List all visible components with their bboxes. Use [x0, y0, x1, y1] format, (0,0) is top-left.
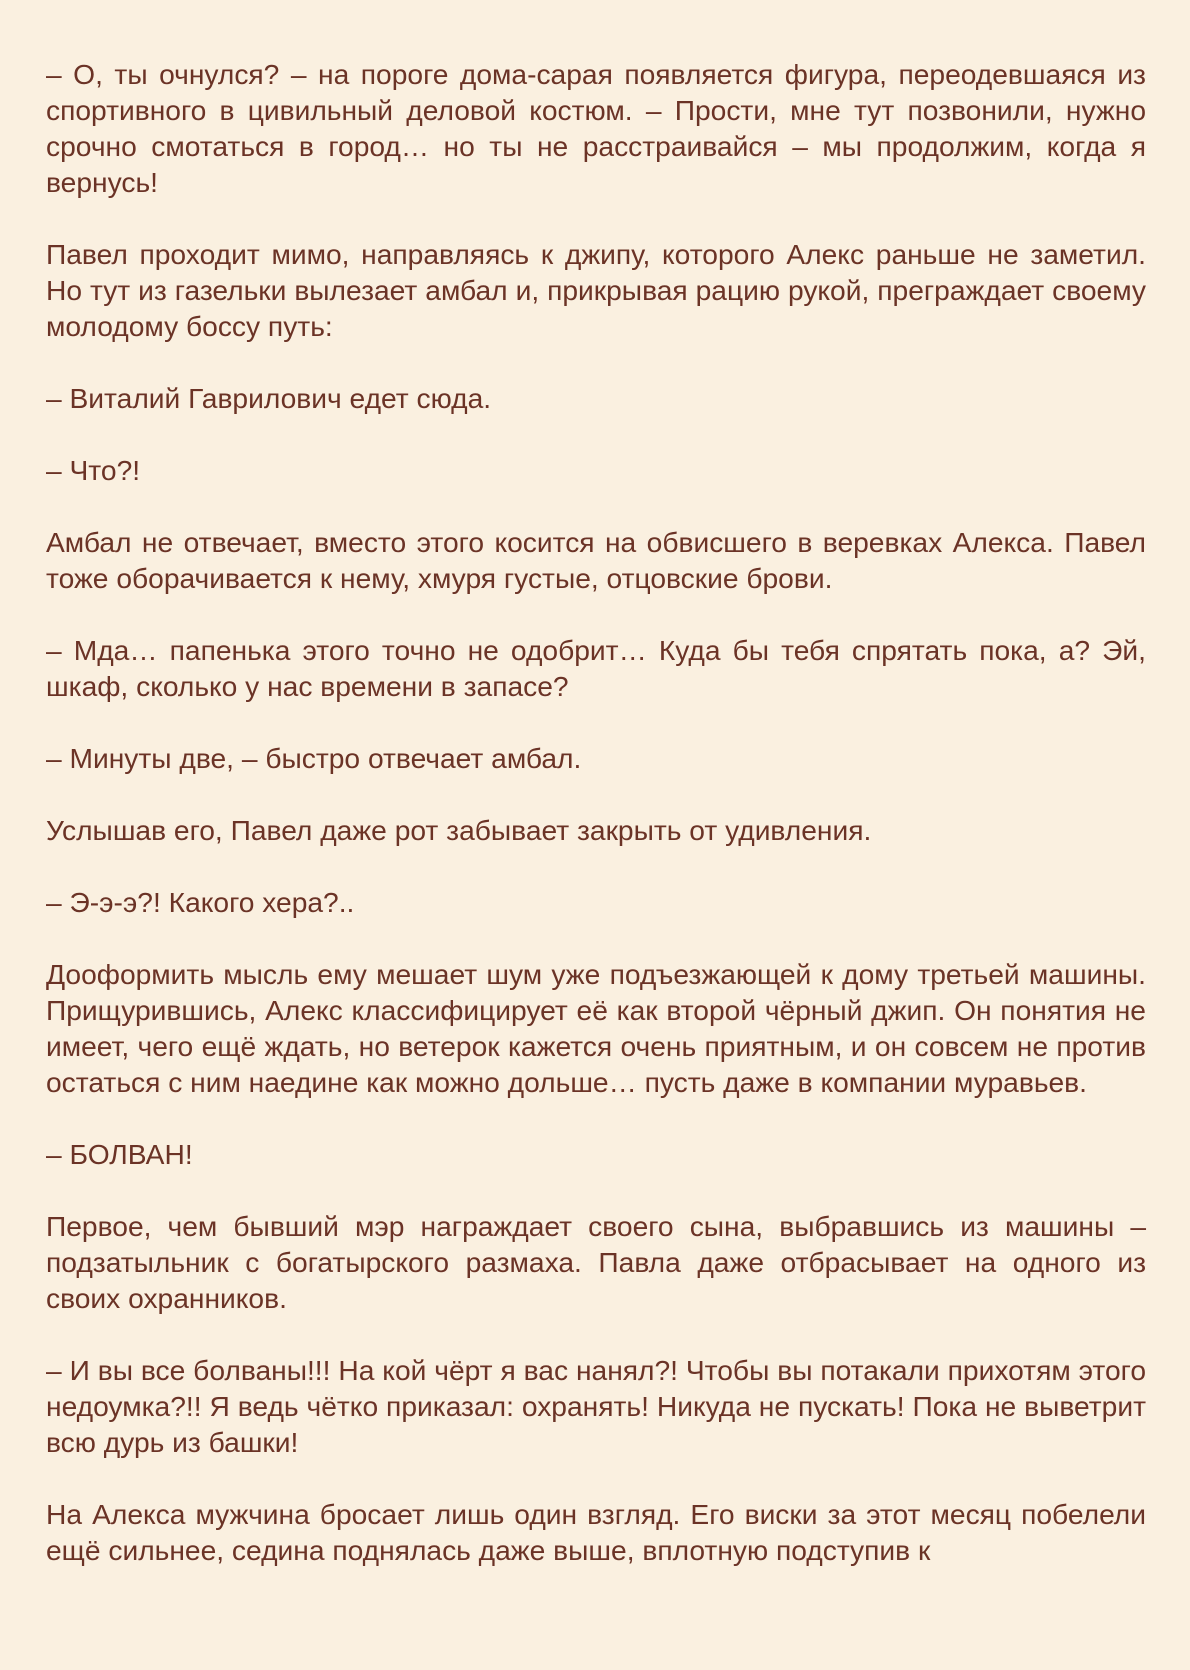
paragraph-3: – Виталий Гаврилович едет сюда.: [46, 382, 492, 414]
paragraph-4: – Что?!: [46, 454, 141, 486]
paragraph-9: – Э-э-э?! Какого хера?..: [46, 886, 355, 918]
paragraph-2: Павел проходит мимо, направляясь к джипу, которого Алекс раньше не заметил. Но тут из газельки вылезает амбал и, прикрывая рацию рукой, преграждает своему молодому боссу путь:: [46, 238, 1146, 342]
paragraph-7: – Минуты две, – быстро отвечает амбал.: [46, 742, 582, 774]
paragraph-1: – О, ты очнулся? – на пороге дома-сарая появляется фигура, переодевшаяся из спортивного в цивильный деловой костюм. – Прости, мне тут позвонили, нужно срочно смотаться в город… но ты не расстраивайся – мы продолжим, когда я вернусь!: [46, 58, 1146, 198]
paragraph-12: Первое, чем бывший мэр награждает своего сына, выбравшись из машины – подзатыльник с богатырского размаха. Павла даже отбрасывает на одного из своих охранников.: [46, 1210, 1146, 1314]
paragraph-11: – БОЛВАН!: [46, 1138, 193, 1170]
paragraph-8: Услышав его, Павел даже рот забывает закрыть от удивления.: [46, 814, 872, 846]
paragraph-5: Амбал не отвечает, вместо этого косится на обвисшего в веревках Алекса. Павел тоже оборачивается к нему, хмуря густые, отцовские брови.: [46, 526, 1146, 594]
paragraph-10: Дооформить мысль ему мешает шум уже подъезжающей к дому третьей машины. Прищурившись, Алекс классифицирует её как второй чёрный джип. Он понятия не имеет, чего ещё ждать, но ветерок кажется очень приятным, и он совсем не против остаться с ним наедине как можно дольше… пусть даже в компании муравьев.: [46, 958, 1146, 1098]
paragraph-6: – Мда… папенька этого точно не одобрит… Куда бы тебя спрятать пока, а? Эй, шкаф, сколько у нас времени в запасе?: [46, 634, 1146, 702]
paragraph-14: На Алекса мужчина бросает лишь один взгляд. Его виски за этот месяц побелели ещё сильнее, седина поднялась даже выше, вплотную подступив к: [46, 1498, 1146, 1566]
paragraph-13: – И вы все болваны!!! На кой чёрт я вас нанял?! Чтобы вы потакали прихотям этого недоумка?!! Я ведь чётко приказал: охранять! Никуда не пускать! Пока не выветрит всю дурь из башки!: [46, 1354, 1146, 1458]
